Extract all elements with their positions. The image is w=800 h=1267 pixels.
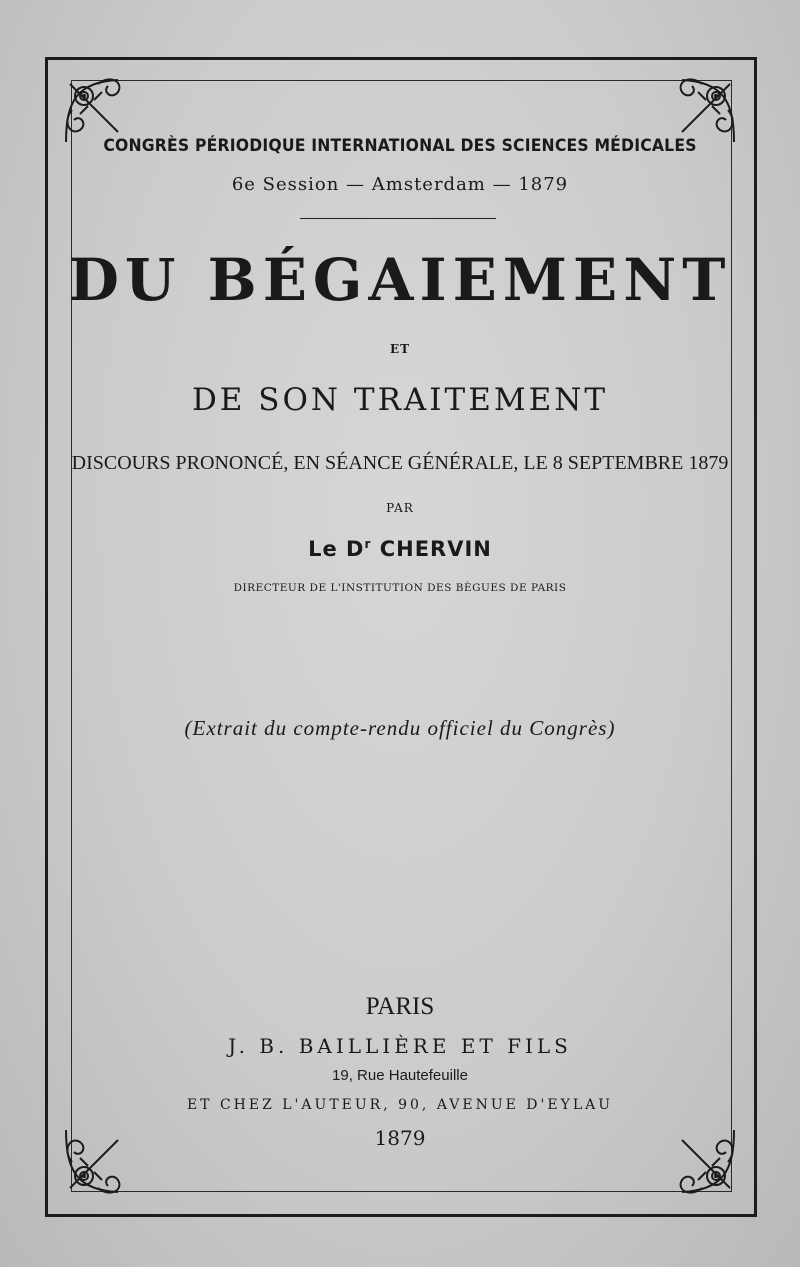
title-conjunction: ET [389, 342, 411, 356]
divider-rule [300, 218, 496, 219]
author-title-sup: r [364, 537, 372, 551]
congress-heading: CONGRÈS PÉRIODIQUE INTERNATIONAL DES SCIENCES MÉDICALES [103, 136, 697, 156]
author-position: DIRECTEUR DE L'INSTITUTION DES BÈGUES DE PARIS [233, 582, 567, 594]
publisher-name: J. B. BAILLIÈRE ET FILS [228, 1034, 572, 1058]
author-address: ET CHEZ L'AUTEUR, 90, AVENUE D'EYLAU [186, 1097, 614, 1113]
author-name [0, 537, 800, 561]
author-prefix: Le D [308, 537, 365, 561]
main-title: DU BÉGAIEMENT [68, 246, 732, 314]
session-line: 6e Session — Amsterdam — 1879 [231, 174, 569, 195]
author-surname: CHERVIN [379, 537, 492, 561]
by-label: PAR [386, 501, 414, 515]
imprint-city: PARIS [365, 993, 435, 1020]
publisher-address: 19, Rue Hautefeuille [332, 1067, 468, 1084]
subtitle: DE SON TRAITEMENT [191, 382, 609, 418]
publication-year: 1879 [374, 1126, 426, 1150]
extract-note: (Extrait du compte-rendu officiel du Congrès) [184, 716, 616, 740]
speech-description: DISCOURS PRONONCÉ, EN SÉANCE GÉNÉRALE, LE 8 SEPTEMBRE 1879 [71, 452, 729, 474]
